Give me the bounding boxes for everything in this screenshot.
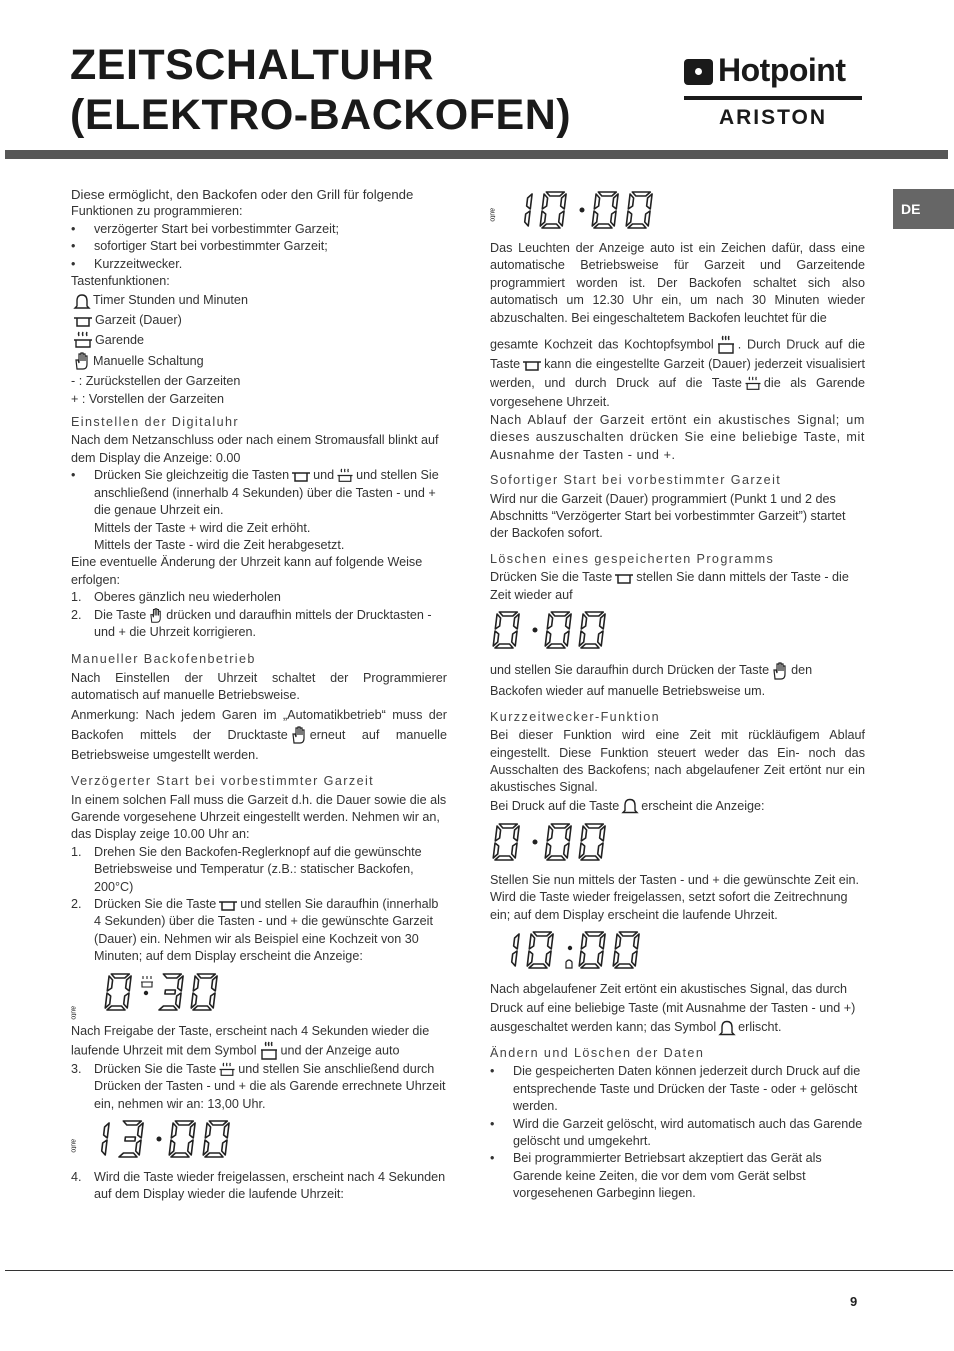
lcd-segment	[175, 1121, 193, 1125]
lcd-segment	[123, 1121, 141, 1125]
delete-heading: Löschen eines gespeicherten Programms	[490, 551, 775, 566]
lcd-segment	[585, 932, 603, 936]
auto-indicator: auto	[69, 1138, 77, 1153]
lcd-segment	[547, 644, 565, 648]
lcd-segment	[645, 211, 650, 226]
lcd-segment	[136, 1140, 141, 1155]
lcd-segment	[579, 843, 584, 858]
lcd-segment	[205, 1153, 223, 1157]
lcd-segment	[193, 1006, 211, 1010]
lcd-segment	[159, 1006, 177, 1010]
lcd-segment	[203, 1140, 208, 1155]
lcd-segment	[119, 1153, 137, 1157]
lcd-segment	[171, 1153, 189, 1157]
lcd-segment	[533, 932, 551, 936]
lcd-display	[71, 970, 447, 1018]
lcd-segment	[514, 826, 519, 841]
timer-paragraph-3: Stellen Sie nun mittels der Tasten - und + die gewünschte Zeit ein.	[490, 872, 860, 887]
title-line-2: (ELEKTRO-BACKOFEN)	[70, 91, 572, 139]
lcd-segment	[512, 843, 517, 858]
lcd-segment	[647, 194, 652, 209]
list-item: 2. Drücken Sie die Taste und stellen Sie daraufhin (innerhalb 4 Sekunden) über die Tasten - und + die gewünschte Garzeit (Dauer) ein. Nehmen wir als Beispiel eine Kochzeit von 30 Minuten; auf dem Display erscheint die Anzeige:	[71, 897, 439, 964]
lcd-segment	[585, 824, 603, 828]
lcd-segment	[104, 1123, 109, 1138]
lcd-digit	[626, 192, 652, 228]
left-column	[71, 186, 447, 1204]
lcd-segment	[611, 211, 616, 226]
lcd-digit	[203, 1121, 229, 1157]
lcd-digit	[102, 1123, 109, 1155]
lcd-segment	[191, 993, 196, 1008]
lcd-digit	[191, 974, 217, 1010]
change-heading: Ändern und Löschen der Daten	[490, 1046, 705, 1061]
list-item: 3. Drücken Sie die Taste und stellen Sie anschließend durch Drücken der Tasten - und + die als Garende errechnete Uhrzeit ein, nehmen wir an: 13,00 Uhr.	[71, 1061, 446, 1111]
lcd-segment	[209, 1121, 227, 1125]
title-line-1: ZEITSCHALTUHR	[70, 41, 435, 89]
lcd-separator	[533, 628, 538, 633]
lcd-display	[490, 188, 865, 236]
language-tab: DE	[893, 189, 954, 229]
lcd-segment	[546, 192, 564, 196]
lcd-separator	[157, 1136, 162, 1141]
list-item: 4. Wird die Taste wieder freigelassen, erscheint nach 4 Sekunden auf dem Display wieder die laufende Uhrzeit:	[71, 1169, 446, 1202]
lcd-segment	[222, 1140, 227, 1155]
lcd-segment	[545, 843, 550, 858]
lcd-digit	[525, 194, 532, 226]
lcd-segment	[527, 951, 532, 966]
lcd-segment	[594, 224, 612, 228]
timer-paragraph-4: Wird die Taste wieder freigelassen, setzt sofort die Zeitrechnung ein; auf dem Display erscheint die laufende Uhrzeit.	[490, 890, 848, 922]
lcd-segment	[615, 964, 633, 968]
list-item: • sofortiger Start bei vorbestimmter Garzeit;	[71, 239, 328, 254]
lcd-segment	[514, 614, 519, 629]
key-duration-label: Garzeit (Dauer)	[95, 312, 182, 327]
auto-indicator: auto	[69, 1005, 77, 1020]
delay-heading: Verzögerter Start bei vorbestimmter Garzeit	[71, 774, 375, 789]
list-item: 2. Die Taste drücken und daraufhin mittels der Drucktasten - und + die Uhrzeit korrigieren.	[71, 607, 432, 639]
lcd-separator	[566, 946, 572, 968]
hand-icon	[290, 725, 308, 745]
lcd-segment	[495, 826, 500, 841]
lcd-segment	[581, 826, 586, 841]
lcd-separator	[533, 839, 538, 844]
lcd-segment	[499, 612, 517, 616]
lcd-separator	[580, 208, 585, 213]
lcd-display	[490, 928, 865, 976]
clock-paragraph-2: Eine eventuelle Änderung der Uhrzeit kann auf folgende Weise erfolgen:	[71, 555, 423, 587]
lcd-digit	[159, 974, 183, 1010]
lcd-segment	[529, 934, 534, 949]
hotpoint-wordmark	[684, 52, 864, 90]
lcd-segment	[493, 843, 498, 858]
steaming-pot-icon	[336, 468, 354, 483]
logo-divider	[684, 96, 862, 100]
bell-icon	[73, 293, 91, 310]
key-manual-label: Manuelle Schaltung	[93, 353, 204, 368]
lcd-digit	[512, 934, 519, 966]
lcd-digit	[169, 1121, 195, 1157]
instant-heading: Sofortiger Start bei vorbestimmter Garzeit	[490, 473, 782, 488]
steaming-pot-icon	[73, 331, 93, 349]
auto-paragraph-2: gesamte Kochzeit das Kochtopfsymbol . Durch Druck auf die Taste kann die eingestellte Garzeit (Dauer) jederzeit visualisiert werden, und durch Druck auf die Taste die als Garende vorgesehene Uhrzeit.	[490, 335, 865, 412]
lcd-digit	[493, 612, 519, 648]
manual-paragraph-2: Anmerkung: Nach jedem Garen im „Automatikbetrieb“ muss der Backofen mittels der Drucktaste erneut auf manuelle Betriebsweise umgestellt werden.	[71, 707, 447, 763]
lcd-digit	[105, 974, 131, 1010]
page-number: 9	[850, 1294, 858, 1309]
intro-line-1: Diese ermöglicht, den Backofen oder den Grill für folgende	[71, 187, 414, 202]
timer-paragraph-5: Nach abgelaufener Zeit ertönt ein akustisches Signal, das durch Druck auf eine beliebige Taste (mit Ausnahme der Tasten - und +) ausgeschaltet werden kann; das Symbol erlischt.	[490, 980, 865, 1037]
lcd-digit	[493, 824, 519, 860]
keys-title: Tastenfunktionen:	[71, 274, 170, 289]
lcd-segment	[581, 644, 599, 648]
lcd-segment	[579, 631, 584, 646]
key-manual-row	[71, 351, 447, 371]
key-plus: + : Vorstellen der Garzeiten	[71, 391, 224, 406]
lcd-segment	[551, 612, 569, 616]
steaming-pot-icon	[716, 335, 736, 355]
auto-paragraph-3: Nach Ablauf der Garzeit ertönt ein akustisches Signal; um dieses auszuschalten drücken Sie eine beliebige Taste, mit Ausnahme der Tasten - und +.	[490, 413, 865, 462]
manual-paragraph-1: Nach Einstellen der Uhrzeit schaltet der Programmierer automatisch auf manuelle Betriebsweise.	[71, 670, 447, 703]
delete-paragraph-2: und stellen Sie daraufhin durch Drücken der Taste den Backofen wieder auf manuelle Betriebsweise um.	[490, 660, 865, 701]
lcd-segment	[559, 211, 564, 226]
lcd-segment	[564, 843, 569, 858]
key-timer-row	[71, 292, 447, 309]
list-item: • Kurzzeitwecker.	[71, 256, 183, 271]
hand-icon	[73, 351, 91, 371]
pot-icon	[522, 359, 542, 371]
lcd-segment	[581, 856, 599, 860]
timer-heading: Kurzzeitwecker-Funktion	[490, 709, 661, 724]
lcd-segment	[600, 826, 605, 841]
lcd-digit	[527, 932, 553, 968]
lcd-segment	[551, 824, 569, 828]
key-duration-row	[71, 312, 447, 329]
lcd-segment	[592, 211, 597, 226]
lcd-segment	[615, 934, 620, 949]
lcd-segment	[626, 211, 631, 226]
lcd-segment	[512, 631, 517, 646]
auto-indicator: auto	[488, 208, 496, 222]
pot-icon	[614, 572, 634, 584]
lcd-segment	[613, 951, 618, 966]
lcd-segment	[493, 631, 498, 646]
key-minus: - : Zurückstellen der Garzeiten	[71, 374, 241, 389]
key-end-row	[71, 331, 447, 349]
brand-logo	[684, 52, 864, 132]
hand-icon	[148, 607, 164, 624]
delay-paragraph-1: In einem solchen Fall muss die Garzeit d.h. die Dauer sowie die als Garende vorgesehene Uhrzeit eingestellt werden. Nehmen wir an, das Display zeige 10.00 Uhr an:	[71, 792, 447, 842]
lcd-segment	[163, 974, 181, 978]
lcd-segment	[512, 951, 517, 966]
lcd-segment	[495, 644, 513, 648]
lcd-digit	[579, 612, 605, 648]
lcd-segment	[581, 964, 599, 968]
lcd-segment	[598, 951, 603, 966]
lcd-segment	[547, 826, 552, 841]
lcd-segment	[598, 843, 603, 858]
lcd-digit	[613, 932, 639, 968]
lcd-segment	[188, 1140, 193, 1155]
delete-paragraph-1: Drücken Sie die Taste stellen Sie dann mittels der Taste - die Zeit wieder auf	[490, 570, 849, 602]
lcd-segment	[564, 631, 569, 646]
lcd-segment	[138, 1123, 143, 1138]
lcd-segment	[495, 856, 513, 860]
lcd-separator	[141, 976, 153, 995]
bell-icon	[621, 797, 639, 815]
pot-symbol-icon	[259, 1041, 279, 1061]
pot-icon	[291, 470, 311, 482]
hotpoint-square-icon	[684, 59, 713, 85]
lcd-segment	[632, 951, 637, 966]
timer-paragraph-2: Bei Druck auf die Taste erscheint die Anzeige:	[490, 797, 865, 816]
lcd-segment	[193, 976, 198, 991]
lcd-segment	[111, 974, 129, 978]
list-item: • verzögerter Start bei vorbestimmter Garzeit;	[71, 221, 339, 236]
lcd-segment	[547, 856, 565, 860]
lcd-segment	[548, 934, 553, 949]
lcd-segment	[566, 614, 571, 629]
lcd-segment	[212, 976, 217, 991]
lcd-digit	[545, 612, 571, 648]
lcd-segment	[542, 224, 560, 228]
delay-paragraph-2: Nach Freigabe der Taste, erscheint nach 4 Sekunden wieder die laufende Uhrzeit mit dem Symbol und der Anzeige auto	[71, 1022, 447, 1061]
instant-paragraph: Wird nur die Garzeit (Dauer) programmiert (Punkt 1 und 2 des Abschnitts “Verzögerter Start bei vorbestimmter Garzeit”) startet der Backofen sofort.	[490, 491, 846, 541]
steaming-pot-icon	[218, 1062, 236, 1077]
lcd-segment	[600, 934, 605, 949]
lcd-segment	[579, 951, 584, 966]
lcd-segment	[107, 1006, 125, 1010]
list-item: • Bei programmierter Betriebsart akzeptiert das Gerät als Garende keine Zeiten, die vor dem vom Gerät selbst vorgesehenen Garbeginn liegen.	[490, 1151, 822, 1201]
lcd-segment	[598, 631, 603, 646]
brand-name: Hotpoint	[718, 52, 846, 88]
lcd-digit	[579, 932, 605, 968]
lcd-segment	[527, 194, 532, 209]
lcd-segment	[525, 211, 530, 226]
lcd-segment	[197, 974, 215, 978]
right-column	[490, 186, 865, 1203]
lcd-segment	[190, 1123, 195, 1138]
lcd-digits-1000	[525, 192, 652, 228]
lcd-display	[71, 1117, 447, 1165]
lcd-segment	[632, 192, 650, 196]
lcd-digit	[540, 192, 566, 228]
bell-icon	[718, 1019, 736, 1037]
lcd-segment	[165, 990, 175, 994]
lcd-segment	[545, 631, 550, 646]
list-item: 1. Oberes gänzlich neu wiederholen	[71, 590, 281, 605]
pot-icon	[218, 899, 238, 911]
lcd-display	[490, 608, 865, 656]
lcd-segment	[628, 224, 646, 228]
intro-line-2: Funktionen zu programmieren:	[71, 204, 243, 219]
lcd-segment	[585, 612, 603, 616]
lcd-segment	[634, 934, 639, 949]
lcd-digits-030	[105, 974, 217, 1010]
list-item: • Die gespeicherten Daten können jederzeit durch Druck auf die entsprechende Taste und Drücken der Taste - oder + gelöscht werden.	[490, 1064, 861, 1114]
lcd-segment	[566, 826, 571, 841]
clock-paragraph-1: Nach dem Netzanschluss oder nach einem Stromausfall blinkt auf dem Display die Anzeige: 0.00	[71, 433, 439, 465]
lcd-segment	[514, 934, 519, 949]
lcd-segment	[205, 1123, 210, 1138]
key-end-label: Garende	[95, 332, 145, 347]
lcd-segment	[619, 932, 637, 936]
lcd-segment	[171, 1123, 176, 1138]
auto-paragraph-1: Das Leuchten der Anzeige auto ist ein Zeichen dafür, dass eine automatische Betriebsweise für Garzeit und Garzeitende programmiert worden ist. Der Backofen schaltet sich also automatisch um 12.30 Uhr ein, um nach 30 Minuten wieder abzuschalten. Bei eingeschaltetem Backofen leuchtet für die	[490, 241, 865, 325]
brand-subname: ARISTON	[718, 106, 828, 129]
lcd-segment	[105, 993, 110, 1008]
lcd-segment	[561, 194, 566, 209]
lcd-segment	[529, 964, 547, 968]
key-timer-label: Timer Stunden und Minuten	[93, 293, 248, 308]
lcd-segment	[547, 614, 552, 629]
lcd-digit	[119, 1121, 143, 1157]
lcd-segment	[107, 976, 112, 991]
lcd-segment	[613, 194, 618, 209]
lcd-segment	[210, 993, 215, 1008]
lcd-digit	[579, 824, 605, 860]
lcd-segment	[169, 1140, 174, 1155]
lcd-segment	[495, 614, 500, 629]
lcd-segment	[542, 194, 547, 209]
lcd-segment	[540, 211, 545, 226]
list-item: • Wird die Garzeit gelöscht, wird automatisch auch das Garende gelöscht und umgekehrt.	[490, 1116, 863, 1149]
list-item: 1. Drehen Sie den Backofen-Reglerknopf auf die gewünschte Betriebsweise und Temperatur (z.B.: statischer Backofen, 200°C)	[71, 844, 422, 894]
lcd-segment	[499, 824, 517, 828]
lcd-segment	[546, 951, 551, 966]
hand-icon	[771, 661, 789, 681]
lcd-segment	[581, 934, 586, 949]
lcd-digits-1300	[102, 1121, 229, 1157]
lcd-segment	[126, 976, 131, 991]
lcd-digits-000	[493, 824, 605, 860]
steaming-pot-icon	[744, 376, 762, 391]
timer-paragraph-1: Bei dieser Funktion wird eine Zeit mit rückläufigem Ablauf eingestellt. Diese Funktion steuert weder das Ein- noch das Ausschalten des Backofens; nach abgelaufener Zeit ertönt nur ein akustisches Signal.	[490, 728, 865, 795]
lcd-digits-000	[493, 612, 605, 648]
manual-heading: Manueller Backofenbetrieb	[71, 652, 256, 667]
lcd-segment	[594, 194, 599, 209]
page-title	[70, 40, 630, 140]
lcd-segment	[224, 1123, 229, 1138]
footer-rule	[5, 1270, 953, 1271]
header-rule	[5, 150, 948, 159]
clock-heading: Einstellen der Digitaluhr	[71, 415, 240, 430]
lcd-segment	[600, 614, 605, 629]
lcd-digit	[592, 192, 618, 228]
lcd-display	[490, 820, 865, 868]
lcd-segment	[581, 614, 586, 629]
lcd-segment	[628, 194, 633, 209]
lcd-segment	[102, 1140, 107, 1155]
clock-bullet: • Drücken Sie gleichzeitig die Tasten und und stellen Sie anschließend (innerhalb 4 Sekunden) über die Tasten - und + die genaue Uhrzeit ein. Mittels der Taste + wird die Zeit erhöht. Mittels der Taste - wird die Zeit herabgesetzt.	[71, 468, 439, 552]
lcd-segment	[124, 993, 129, 1008]
lcd-segment	[176, 993, 181, 1008]
lcd-segment	[598, 192, 616, 196]
lcd-digit	[545, 824, 571, 860]
pot-icon	[73, 314, 93, 328]
lcd-segment	[125, 1137, 135, 1141]
lcd-digits-1000	[512, 932, 639, 968]
lcd-segment	[178, 976, 183, 991]
